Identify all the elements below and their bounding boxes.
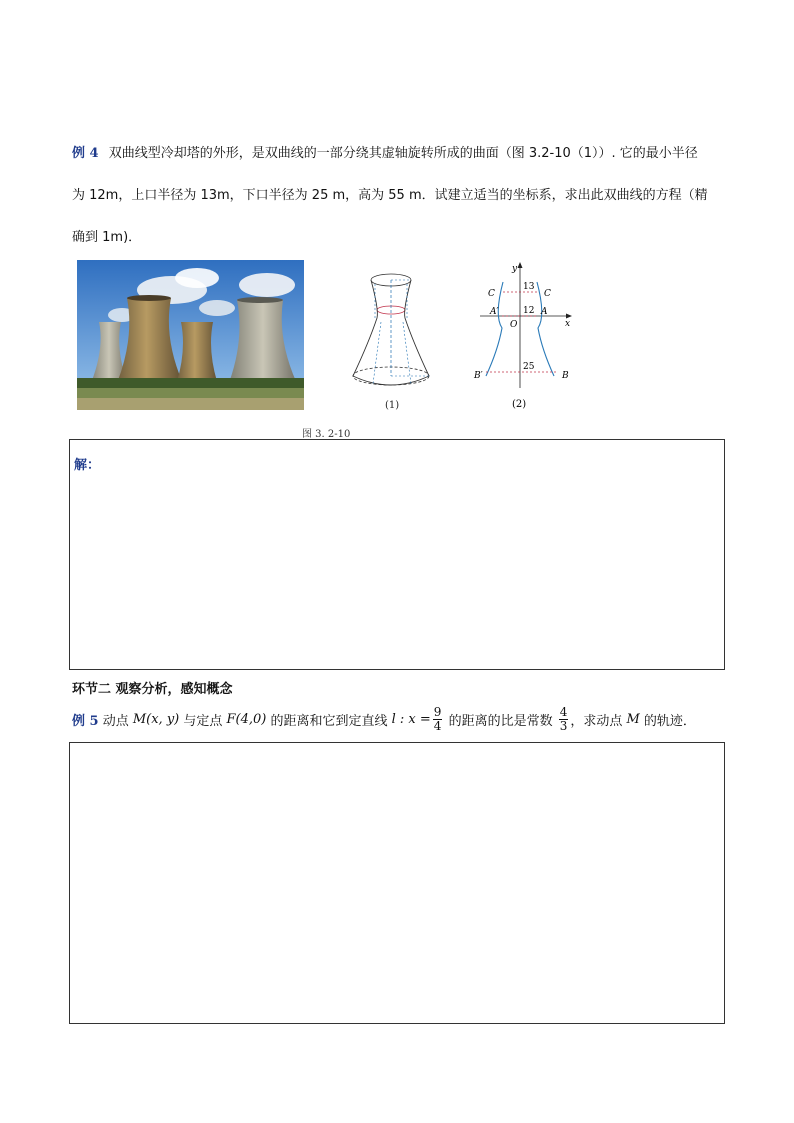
fraction1-denominator: 4 bbox=[433, 719, 442, 733]
fraction-four-thirds bbox=[559, 706, 569, 733]
example5-text-6: 的轨迹． bbox=[639, 714, 696, 729]
len-top-label: 13 bbox=[523, 282, 535, 292]
example5-m-expr: M(x, y) bbox=[132, 712, 180, 727]
tower-sketch-diagram bbox=[345, 262, 435, 412]
example5-line bbox=[72, 706, 696, 733]
example5-f-expr: F(4,0) bbox=[226, 712, 267, 727]
y-arrow-icon bbox=[518, 262, 523, 268]
cooling-tower-photo bbox=[77, 260, 304, 410]
fraction2-numerator: 4 bbox=[559, 705, 568, 719]
point-b-left: B′ bbox=[474, 371, 483, 381]
answer-box-example4[interactable] bbox=[69, 439, 725, 670]
example5-m-only: M bbox=[626, 712, 640, 727]
example5-label: 例 5 bbox=[72, 714, 99, 729]
answer-box-example5[interactable] bbox=[69, 742, 725, 1024]
example5-l-expr: l : x = bbox=[391, 712, 431, 727]
point-c-right: C bbox=[544, 289, 551, 299]
answer-label: 解： bbox=[74, 458, 101, 473]
fraction1-numerator: 9 bbox=[433, 705, 442, 719]
example4-text-2: 为 12m，上口半径为 13m，下口半径为 25 m，高为 55 m．试建立适当的坐标系，求出此双曲线的方程（精 bbox=[72, 188, 708, 203]
example4-line1 bbox=[72, 142, 698, 161]
example5-text-2: 与定点 bbox=[179, 714, 227, 729]
point-c-left: C bbox=[488, 289, 495, 299]
section2-title: 环节二 观察分析，感知概念 bbox=[72, 682, 233, 697]
figure-sub1: (1) bbox=[385, 400, 400, 411]
axis-y-label: y bbox=[512, 264, 518, 274]
figure-sub2: (2) bbox=[512, 399, 527, 410]
example4-text-3: 确到 1m)． bbox=[72, 230, 142, 245]
hyperbola-diagram bbox=[470, 260, 580, 415]
point-b-right: B bbox=[562, 371, 569, 381]
example5-text-1: 动点 bbox=[98, 714, 133, 729]
point-a-right: A bbox=[541, 307, 548, 317]
example4-text-1: 双曲线型冷却塔的外形，是双曲线的一部分绕其虚轴旋转所成的曲面（图 3.2-10（1））. 它的最小半径 bbox=[108, 146, 698, 161]
point-a-left: A′ bbox=[490, 307, 499, 317]
fraction2-denominator: 3 bbox=[559, 719, 568, 733]
example4-label: 例 4 bbox=[72, 146, 99, 161]
fraction-nine-fourths bbox=[433, 706, 443, 733]
x-arrow-icon bbox=[566, 314, 572, 319]
len-bottom-label: 25 bbox=[523, 362, 535, 372]
example5-text-4: 的距离的比是常数 bbox=[444, 714, 557, 729]
axis-x-label: x bbox=[565, 319, 571, 329]
len-mid-label: 12 bbox=[523, 306, 535, 316]
figure-caption: 图 3. 2-10 bbox=[302, 429, 351, 440]
example5-text-3: 的距离和它到定直线 bbox=[266, 714, 392, 729]
example5-text-5: ，求动点 bbox=[570, 714, 627, 729]
origin-label: O bbox=[510, 320, 518, 330]
